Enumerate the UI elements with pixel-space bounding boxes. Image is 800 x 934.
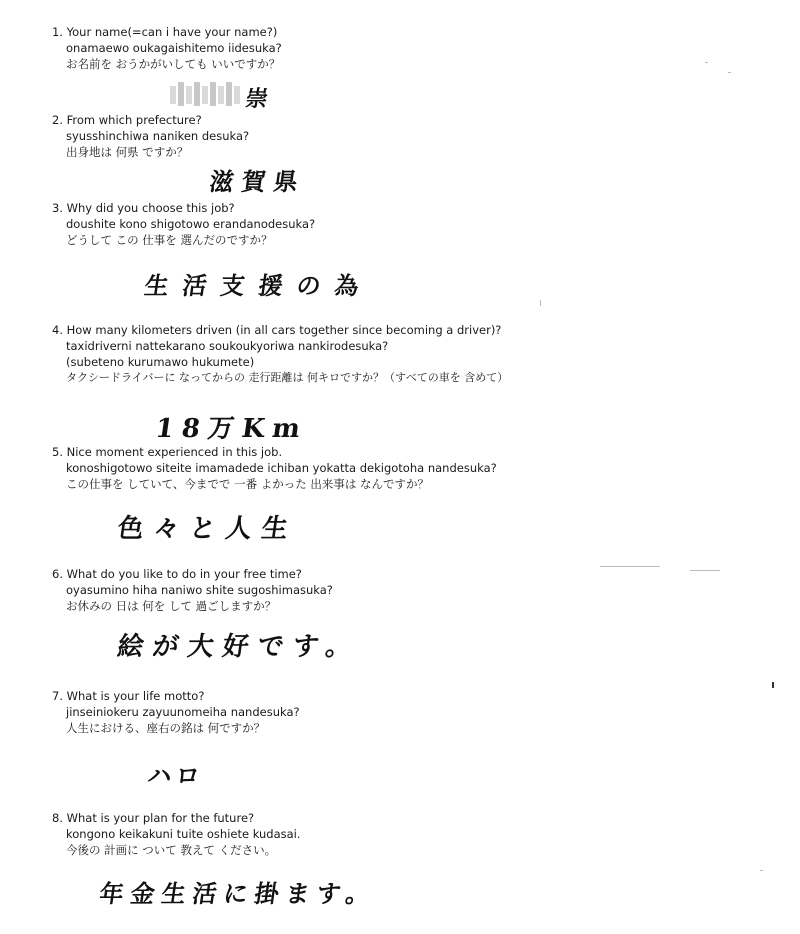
question-6-japanese: お休みの 日は 何を して 過ごしますか？ [66, 599, 277, 613]
answer-6-handwriting: 絵が大好です。 [115, 632, 363, 662]
question-2-english: 2. From which prefecture? [52, 113, 202, 127]
scan-speck [772, 682, 774, 688]
question-8-japanese: 今後の 計画に ついて 教えて ください。 [66, 843, 277, 857]
question-1-japanese: お名前を おうかがいしても いいですか？ [66, 57, 281, 71]
question-1-english: 1. Your name(=can i have your name?) [52, 25, 278, 39]
question-2-japanese: 出身地は 何県 ですか？ [66, 145, 189, 159]
answer-2-handwriting: 滋賀県 [207, 167, 308, 196]
question-2 [52, 112, 752, 160]
scan-speck [728, 72, 731, 73]
question-4-japanese: タクシードライバーに なってからの 走行距離は 何キロですか？（すべての車を 含めて） [66, 371, 509, 384]
answer-1-handwriting: 崇 [243, 86, 278, 112]
question-5 [52, 444, 752, 492]
redacted-name-pixelation [170, 82, 240, 106]
question-4 [52, 322, 752, 386]
question-5-romaji: konoshigotowo siteite imamadede ichiban yokatta dekigotoha nandesuka? [66, 461, 497, 475]
question-7-romaji: jinseiniokeru zayuunomeiha nandesuka? [66, 705, 300, 719]
answer-4-handwriting: 18万Km [153, 414, 311, 444]
question-7-english: 7. What is your life motto? [52, 689, 205, 703]
question-4-romaji-2: (subeteno kurumawo hukumete) [66, 355, 255, 369]
question-2-romaji: syusshinchiwa naniken desuka? [66, 129, 250, 143]
question-8-english: 8. What is your plan for the future? [52, 811, 255, 825]
question-7-japanese: 人生における、座右の銘は 何ですか？ [66, 721, 266, 735]
question-3 [52, 200, 752, 248]
question-8-romaji: kongono keikakuni tuite oshiete kudasai. [66, 827, 301, 841]
question-3-english: 3. Why did you choose this job? [52, 201, 235, 215]
question-6-english: 6. What do you like to do in your free time? [52, 567, 302, 581]
question-6 [52, 566, 752, 614]
question-8 [52, 810, 752, 858]
scan-speck [760, 870, 763, 871]
question-3-romaji: doushite kono shigotowo erandanodesuka? [66, 217, 316, 231]
question-4-romaji: taxidriverni nattekarano soukoukyoriwa nankirodesuka? [66, 339, 389, 353]
scan-speck [600, 566, 660, 567]
answer-5-handwriting: 色々と人生 [115, 514, 300, 544]
question-4-english: 4. How many kilometers driven (in all cars together since becoming a driver)? [52, 323, 502, 337]
question-1-romaji: onamaewo oukagaishitemo iidesuka? [66, 41, 282, 55]
question-7 [52, 688, 752, 736]
question-5-english: 5. Nice moment experienced in this job. [52, 445, 283, 459]
scan-speck [540, 300, 541, 306]
question-5-japanese: この仕事を していて、今までで 一番 よかった 出来事は なんですか？ [66, 477, 430, 491]
question-3-japanese: どうして この 仕事を 選んだのですか？ [66, 233, 273, 247]
question-1 [52, 24, 752, 72]
scan-speck [690, 570, 720, 571]
answer-3-handwriting: 生活支援の為 [142, 271, 375, 300]
scan-speck [705, 62, 708, 63]
question-6-romaji: oyasumino hiha naniwo shite sugoshimasuka? [66, 583, 333, 597]
answer-8-handwriting: 年金生活に掛ます。 [97, 879, 379, 908]
answer-7-handwriting: ハロ [145, 761, 206, 790]
